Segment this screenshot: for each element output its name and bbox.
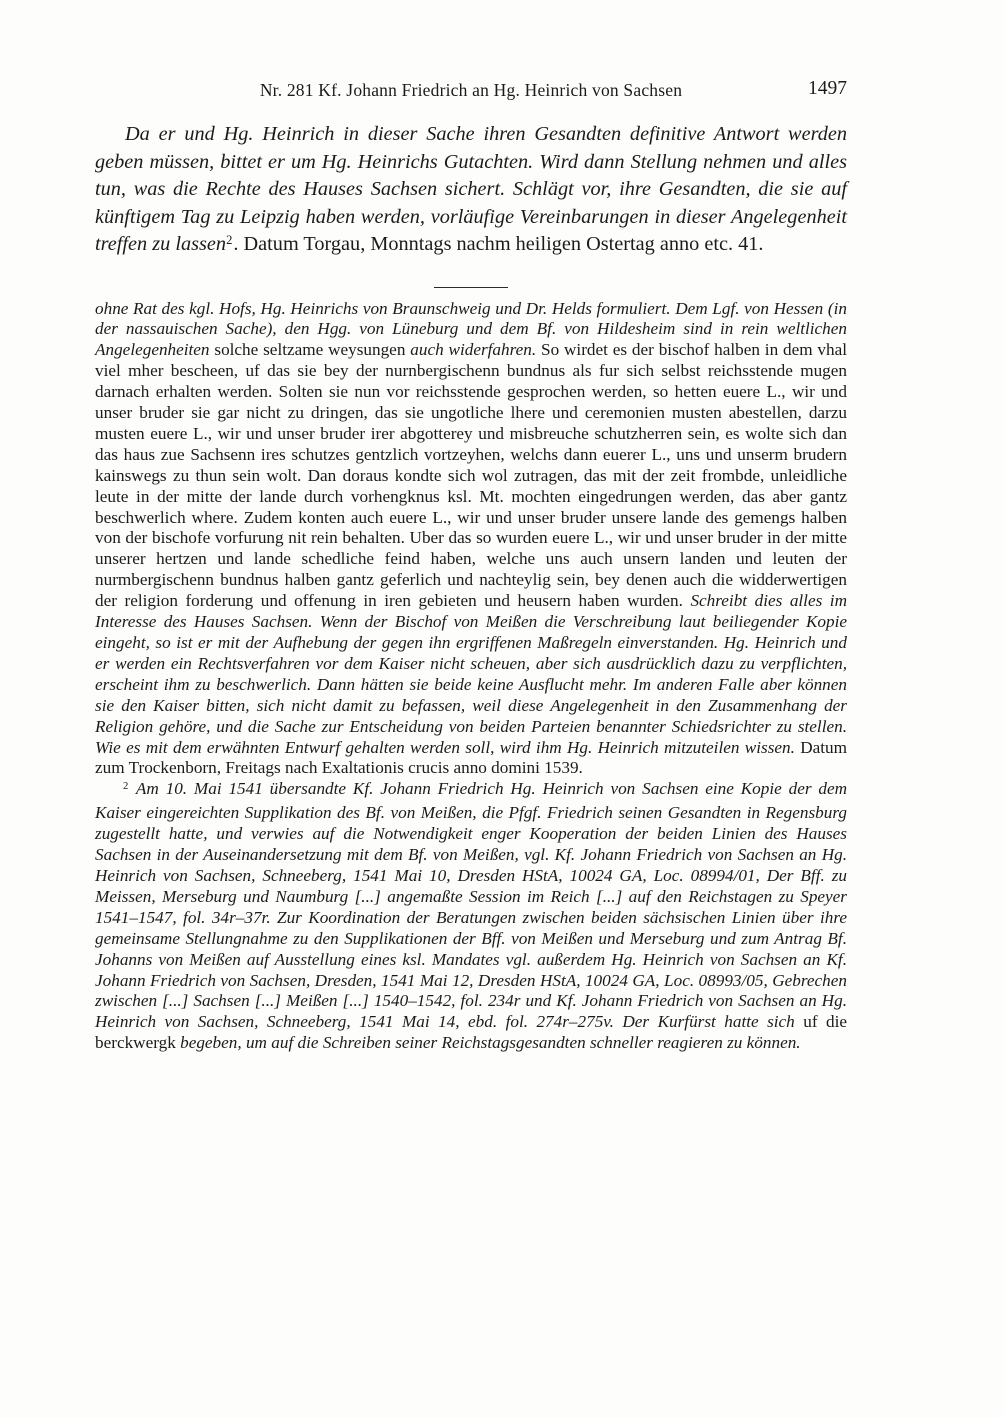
page-number: 1497 bbox=[808, 78, 847, 99]
text-segment: Datum zum Trockenborn, Freitags nach Exaltationis crucis anno domini 1539. bbox=[95, 737, 847, 778]
regest-paragraph bbox=[95, 121, 847, 261]
text-segment: Da er und Hg. Heinrich in dieser Sache ihren Gesandten definitive Antwort werden geben müssen, bittet er um Hg. Heinrichs Gutachten. Wird dann Stellung nehmen und alles tun, was die Rechte des Hauses Sachsen sichert. Schlägt vor, ihre Gesandten, die sie auf künftigem Tag zu Leipzig haben werden, vorläufige Vereinbarungen in dieser Angelegenheit treffen zu lassen bbox=[95, 123, 847, 255]
text-block bbox=[95, 0, 847, 1054]
text-segment: auch widerfahren. bbox=[405, 340, 542, 360]
header-title: Nr. 281 Kf. Johann Friedrich an Hg. Heinrich von Sachsen bbox=[259, 80, 683, 100]
text-segment: solche seltzame weysungen bbox=[214, 340, 406, 360]
text-segment: begeben, um auf die Schreiben seiner Reichstagsgesandten schneller reagieren zu können. bbox=[175, 1033, 801, 1053]
text-segment: Am 10. Mai 1541 übersandte Kf. Johann Friedrich Hg. Heinrich von Sachsen eine Kopie der dem Kaiser eingereichten Supplikation des Bf. von Meißen, die Pfgf. Friedrich seinen Gesandten in Regensburg zugestellt hatte, und verwies auf die Notwendigkeit enger Kooperation der beiden Linien des Hauses Sachsen in der Auseinandersetzung mit dem Bf. von Meißen, vgl. Kf. Johann Friedrich von Sachsen an Hg. Heinrich von Sachsen, Schneeberg, 1541 Mai 10, Dresden HStA, 10024 GA, Loc. 08994/01, Der Bff. zu Meissen, Merseburg und Naumburg [...] angemaßte Session im Reich [...] auf den Reichstagen zu Speyer 1541–1547, fol. 34r–37r. Zur Koordination der Beratungen zwischen beiden sächsischen Linien über ihre gemeinsame Stellungnahme zu den Supplikationen der Bff. von Meißen und Merseburg und zum Antrag Bf. Johanns von Meißen auf Ausstellung eines ksl. Mandates vgl. außerdem Hg. Heinrich von Sachsen an Kf. Johann Friedrich von Sachsen, Dresden, 1541 Mai 12, Dresden HStA, 10024 GA, Loc. 08993/05, Gebrechen zwischen [...] Sachsen [...] Meißen [...] 1540–1542, fol. 234r und Kf. Johann Friedrich von Sachsen an Hg. Heinrich von Sachsen, Schneeberg, 1541 Mai 14, ebd. fol. 274r–275v. Der Kurfürst hatte sich bbox=[95, 779, 847, 1032]
footnote-block bbox=[95, 299, 847, 1055]
text-segment: Schreibt dies alles im Interesse des Hauses Sachsen. Wenn der Bischof von Meißen die Verschreibung laut beiliegender Kopie eingeht, so ist er mit der Aufhebung der gegen ihn ergriffenen Maßregeln einverstanden. Hg. Heinrich und er werden ein Rechtsverfahren vor dem Kaiser nicht scheuen, aber sich ausdrücklich dazu zu verpflichten, erscheint ihm zu beschwerlich. Dann hätten sie beide keine Ausflucht mehr. Im anderen Falle aber können sie den Kaiser bitten, sich nicht damit zu befassen, weil diese Angelegenheit in den Zusammenhang der Religion gehöre, und die Sache zur Entscheidung von beiden Parteien benannter Schiedsrichter zu stellen. Wie es mit dem erwähnten Entwurf gehalten werden soll, wird ihm Hg. Heinrich mitzuteilen wissen. bbox=[95, 591, 847, 757]
footnote-separator bbox=[434, 287, 508, 288]
running-header bbox=[95, 80, 847, 104]
footnote-1-continuation bbox=[95, 299, 847, 780]
footnote-2 bbox=[95, 779, 847, 1054]
text-segment: ohne Rat des kgl. Hofs, Hg. Heinrichs von Braunschweig und Dr. Helds formuliert. Dem Lgf. von Hessen (in der nassauischen Sache), den Hgg. von Lüneburg und dem Bf. von Hildesheim sind in rein weltlichen Angelegenheiten bbox=[95, 298, 847, 360]
text-segment: So wirdet es der bischof halben in dem vhal viel mher bescheen, uf das sie bey der nurnbergischenn bundnus als fur sich selbst reichsstende mugen darnach erhalten werden. Solten sie nun vor reichsstende gesprochen werden, so hetten euere L., wir und unser bruder sie gar nicht zu dringen, das sie ungotliche lhere und ceremonien musten abestellen, darzu musten euere L., wir und unser bruder irer abgotterey und misbreuche schutzherren sein, es wolte sich dan das haus zue Sachsenn ires schutzes gentzlich vortzeyhen, welchs dann euerer L., uns und unserm brudern kainswegs zu thun sein wolt. Dan doraus kondte sich wol zutragen, das mit der zeit frombde, unleidliche leute in der mitte der lande durch vorhengknus ksl. Mt. mochten eingedrungen werden, das aber gantz beschwerlich where. Zudem konten auch euere L., wir und unser bruder unsere lande des gemengs halben von der bischofe vorfurung nit rein behalten. Uber das so wurden euere L., wir und unser bruder in der mitte unserer hertzen und lande schedliche feind haben, welche uns auch unsern landen und leuten der nurmbergischenn bundnus halben gantz geferlich und nachteylig sein, bey denen auch die widderwertigen der religion forderung und offenung in iren gebieten und heusern haben wurden. bbox=[95, 340, 848, 611]
text-segment: uf die berckwergk bbox=[95, 1012, 847, 1053]
footnote-marker-2: 2 bbox=[123, 781, 129, 793]
text-segment: . Datum Torgau, Monntags nachm heiligen Ostertag anno etc. 41. bbox=[233, 233, 764, 255]
footnote-reference-2: 2 bbox=[226, 232, 233, 247]
